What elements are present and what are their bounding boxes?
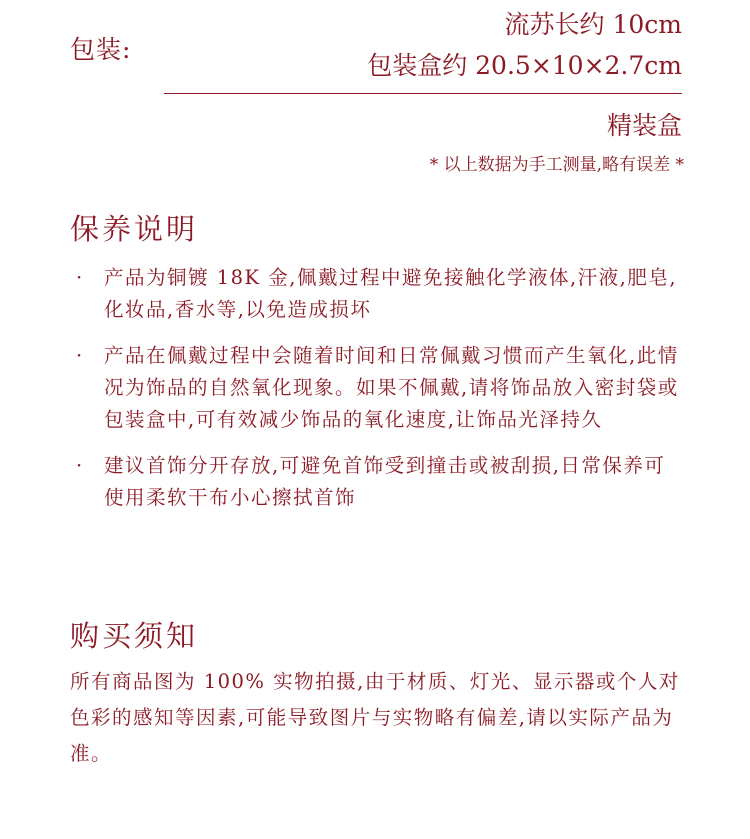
bullet-dot: · — [76, 344, 84, 367]
packaging-specs — [367, 4, 682, 86]
measurement-note: * 以上数据为手工测量,略有误差 * — [429, 155, 684, 175]
care-title: 保养说明 — [70, 212, 199, 246]
care-list — [74, 262, 684, 528]
box-type: 精装盒 — [606, 111, 682, 140]
purchase-text: 所有商品图为 100% 实物拍摄,由于材质、灯光、显示器或个人对色彩的感知等因素,可能导致图片与实物略有偏差,请以实际产品为准。 — [70, 670, 680, 765]
bullet-dot: · — [76, 454, 84, 477]
purchase-title: 购买须知 — [70, 619, 199, 653]
care-item-text: 建议首饰分开存放,可避免首饰受到撞击或被刮损,日常保养可使用柔软干布小心擦拭首饰 — [104, 454, 666, 509]
bullet-dot: · — [76, 266, 84, 289]
divider — [164, 93, 682, 94]
packaging-label: 包装: — [70, 35, 132, 64]
list-item — [74, 450, 684, 514]
tassel-length: 流苏长约 10cm — [504, 10, 682, 39]
list-item — [74, 340, 684, 436]
care-item-text: 产品为铜镀 18K 金,佩戴过程中避免接触化学液体,汗液,肥皂,化妆品,香水等,以免造成损坏 — [104, 266, 678, 321]
list-item — [74, 262, 684, 326]
box-dimensions: 包装盒约 20.5×10×2.7cm — [367, 51, 682, 80]
care-item-text: 产品在佩戴过程中会随着时间和日常佩戴习惯而产生氧化,此情况为饰品的自然氧化现象。如果不佩戴,请将饰品放入密封袋或包装盒中,可有效减少饰品的氧化速度,让饰品光泽持久 — [104, 344, 679, 431]
